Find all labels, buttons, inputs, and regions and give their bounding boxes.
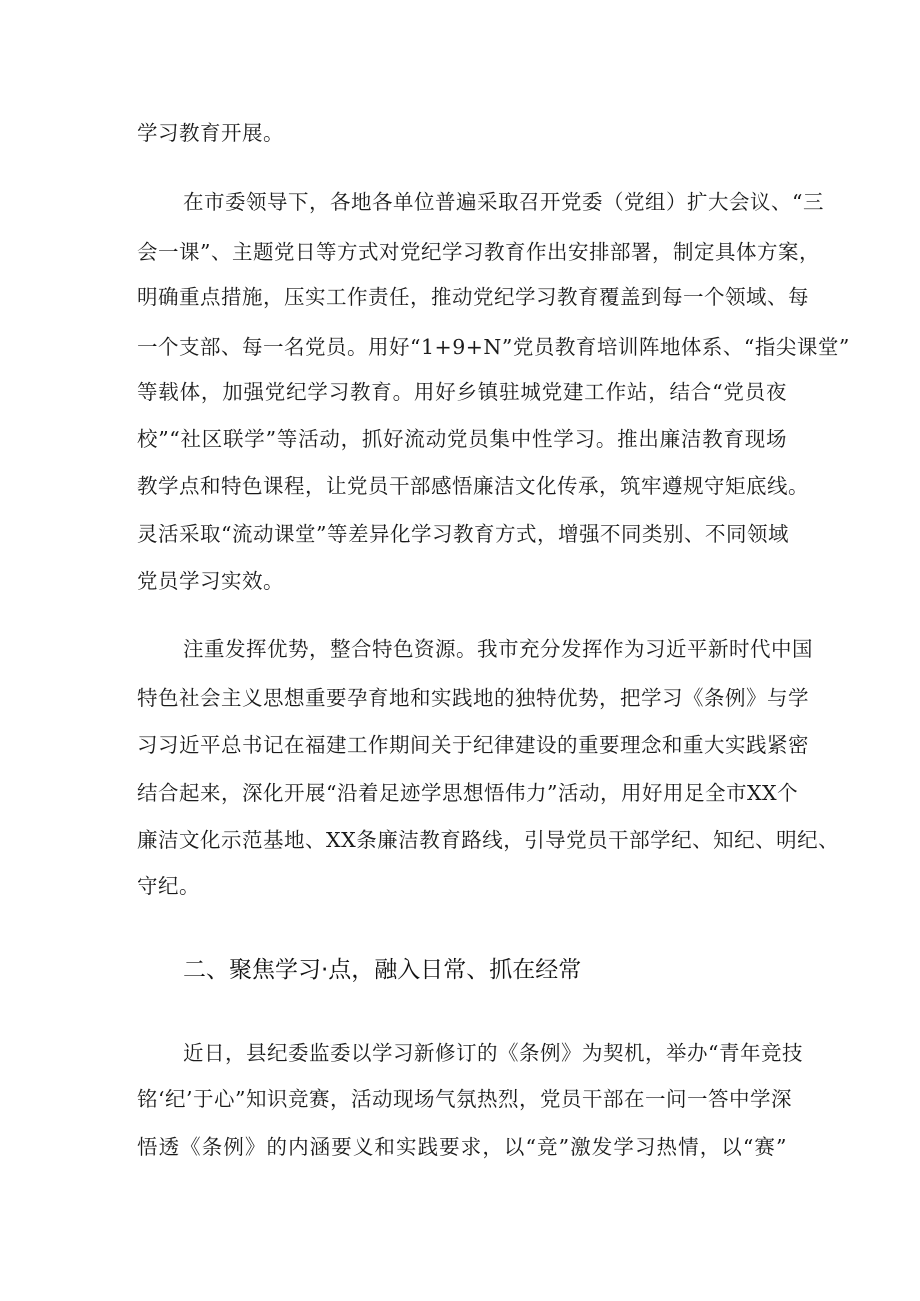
paragraph-line: 一个支部、每一名党员。用好“1+9+N”党员教育培训阵地体系、“指尖课堂” [137,335,850,359]
paragraph-line: 习习近平总书记在福建工作期间关于纪律建设的重要理念和重大实践紧密 [137,733,809,757]
paragraph-line: 注重发挥优势，整合特色资源。我市充分发挥作为习近平新时代中国 [183,637,813,661]
paragraph-line: 铭‘纪’于心”知识竞赛，活动现场气氛热烈，党员干部在一问一答中学深 [137,1087,793,1111]
section-heading: 二、聚焦学习·点，融入日常、抓在经常 [183,957,582,983]
paragraph-line: 灵活采取“流动课堂”等差异化学习教育方式，增强不同类别、不同领域 [137,522,789,546]
paragraph-line: 结合起来，深化开展“沿着足迹学思想悟伟力”活动，用好用足全市XX个 [137,781,799,805]
paragraph-line: 特色社会主义思想重要孕育地和实践地的独特优势，把学习《条例》与学 [137,686,809,710]
paragraph-line: 悟透《条例》的内涵要义和实践要求，以“竞”激发学习热情，以“赛” [137,1135,787,1159]
paragraph-line: 在市委领导下，各地各单位普遍采取召开党委（党组）扩大会议、“三 [183,190,824,214]
paragraph-line: 会一课”、主题党日等方式对党纪学习教育作出安排部署，制定具体方案， [137,240,820,264]
paragraph-line: 明确重点措施，压实工作责任，推动党纪学习教育覆盖到每一个领域、每 [137,285,809,309]
paragraph-line: 廉洁文化示范基地、XX条廉洁教育路线，引导党员干部学纪、知纪、明纪、 [137,828,840,852]
paragraph-line: 教学点和特色课程，让党员干部感悟廉洁文化传承，筑牢遵规守矩底线。 [137,474,809,498]
paragraph-line: 学习教育开展。 [137,121,284,145]
paragraph-line: 等载体，加强党纪学习教育。用好乡镇驻城党建工作站，结合“党员夜 [137,380,787,404]
paragraph-line: 近日，县纪委监委以学习新修订的《条例》为契机，举办“青年竞技 [183,1041,803,1065]
paragraph-line: 守纪。 [137,874,200,898]
paragraph-line: 党员学习实效。 [137,569,284,593]
paragraph-line: 校”“社区联学”等活动，抓好流动党员集中性学习。推出廉洁教育现场 [137,427,787,451]
